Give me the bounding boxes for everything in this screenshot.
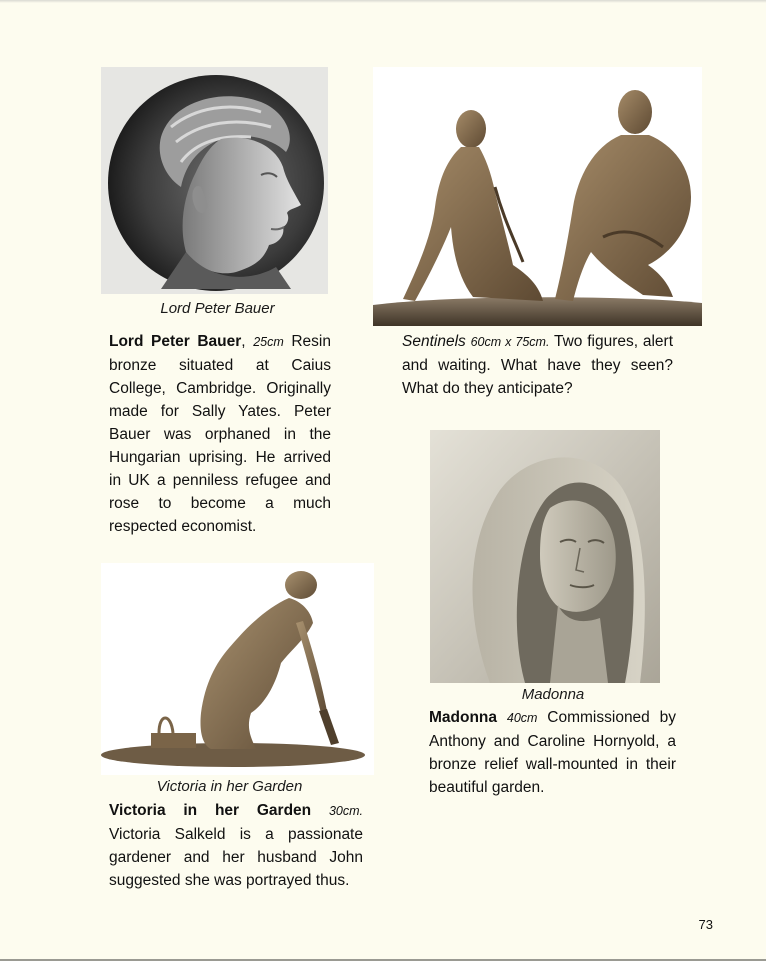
victoria-photo xyxy=(101,563,374,775)
sentinels-title: Sentinels xyxy=(402,333,466,350)
sentinels-description xyxy=(402,330,673,400)
madonna-description xyxy=(429,706,676,799)
victoria-description xyxy=(109,799,363,892)
sentinels-photo xyxy=(373,67,702,326)
madonna-text: Commissioned by Anthony and Caroline Hornyold, a bronze relief wall-mounted in their beautiful garden. xyxy=(429,709,677,796)
victoria-text: Victoria Salkeld is a passionate gardener and her husband John suggested she was portrayed thus. xyxy=(109,826,363,889)
bauer-separator: , xyxy=(241,333,246,350)
bauer-description xyxy=(109,330,331,538)
victoria-caption: Victoria in her Garden xyxy=(156,778,303,795)
sentinels-text: Two figures, alert and waiting. What have they seen? What do they anticipate? xyxy=(402,333,674,397)
victoria-title: Victoria in her Garden xyxy=(109,802,312,819)
madonna-size: 40cm xyxy=(506,711,538,725)
sentinels-size: 60cm x 75cm. xyxy=(470,335,550,349)
madonna-photo xyxy=(430,430,660,683)
madonna-caption: Madonna xyxy=(521,686,585,703)
bauer-size: 25cm xyxy=(253,335,284,349)
madonna-title: Madonna xyxy=(429,709,498,726)
bauer-title: Lord Peter Bauer xyxy=(109,333,242,350)
bauer-photo xyxy=(101,67,328,294)
page-number: 73 xyxy=(698,917,713,932)
victoria-size: 30cm. xyxy=(328,804,364,818)
bauer-text: Resin bronze situated at Caius College, Cambridge. Originally made for Sally Yates. Peter Bauer was orphaned in the Hungarian uprising. He arrived in UK a penniless refugee and rose to become a much respected economist. xyxy=(109,333,331,535)
page-top-shadow xyxy=(0,0,766,3)
bauer-caption: Lord Peter Bauer xyxy=(160,300,275,317)
